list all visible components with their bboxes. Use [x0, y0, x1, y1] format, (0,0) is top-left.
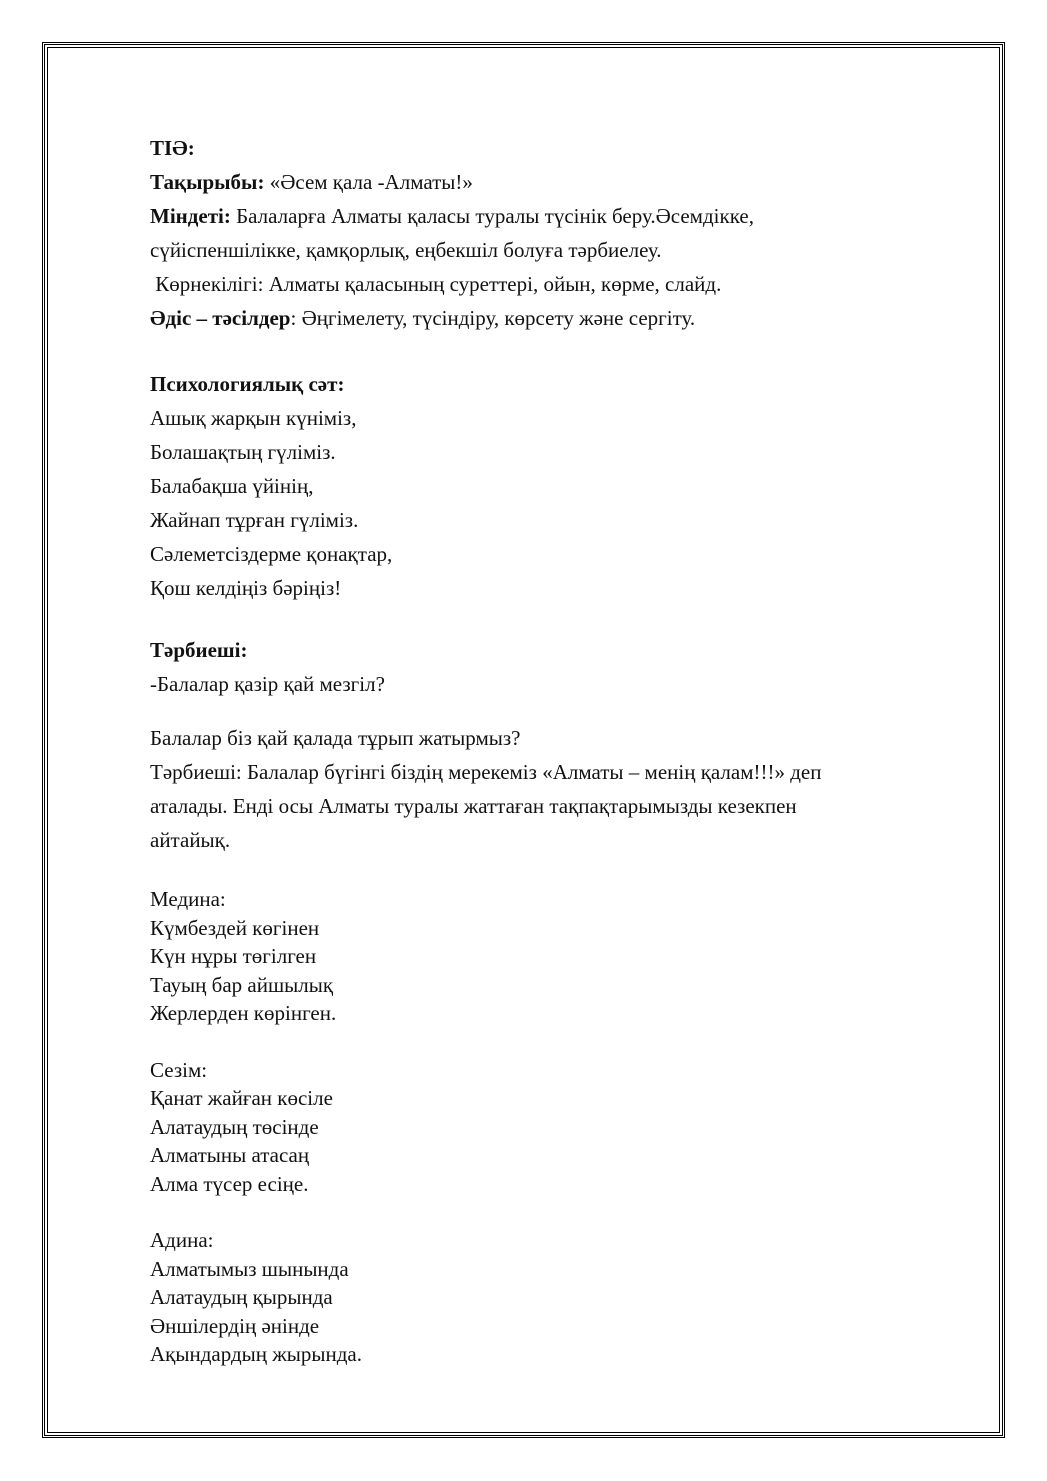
psych-line: Қош келдіңіз бәріңіз!: [150, 576, 342, 600]
topic-label: Тақырыбы:: [150, 170, 265, 194]
psych-line: Жайнап тұрған гүліміз.: [150, 508, 359, 532]
poem-adina: [150, 1226, 970, 1369]
task-value: Балаларға Алматы қаласы туралы түсінік беру.Әсемдікке,: [230, 204, 754, 228]
psych-line: Сәлеметсіздерме қонақтар,: [150, 542, 393, 566]
teacher-line: айтайық.: [150, 828, 231, 852]
psych-heading: Психологиялық сәт:: [150, 372, 345, 396]
poem-line: Күн нұры төгілген: [150, 944, 317, 968]
task-label: Міндеті:: [150, 204, 231, 228]
intro-heading: ТІӘ:: [150, 136, 195, 160]
teacher-line: Балалар біз қай қалада тұрып жатырмыз?: [150, 726, 521, 750]
psych-line: Болашақтың гүліміз.: [150, 440, 336, 464]
poem-medina: [150, 885, 970, 1028]
task-line-cont: сүйіспеншілікке, қамқорлық, еңбекшіл болуға тәрбиелеу.: [150, 238, 662, 262]
poem-author: Медина:: [150, 887, 226, 911]
methods-line: [150, 301, 970, 335]
teacher-line: Тәрбиеші: Балалар бүгінгі біздің мерекеміз «Алматы – менің қалам!!!» деп: [150, 760, 822, 784]
poem-line: Алма түсер есіңе.: [150, 1171, 309, 1196]
methods-label: Әдіс – тәсілдер: [150, 306, 291, 330]
topic-value: «Әсем қала -Алматы!»: [264, 170, 473, 194]
poem-line: Алматымыз шынында: [150, 1256, 349, 1281]
poem-sezim: [150, 1056, 970, 1199]
teacher-heading: Тәрбиеші:: [150, 638, 248, 662]
poem-author: Адина:: [150, 1228, 214, 1252]
poem-line: Ақындардың жырында.: [150, 1342, 362, 1366]
poem-line: Алатаудың қырында: [150, 1285, 333, 1309]
poem-author: Сезім:: [150, 1057, 208, 1082]
psych-line: Ашық жарқын күніміз,: [150, 406, 357, 430]
poem-line: Қанат жайған көсіле: [150, 1086, 333, 1110]
poem-line: Тауың бар айшылық: [150, 972, 334, 997]
poem-line: Алматыны атасаң: [150, 1143, 310, 1167]
teacher-line: аталады. Енді осы Алматы туралы жаттаған тақпақтарымызды кезекпен: [150, 794, 797, 818]
teacher-question: -Балалар қазір қай мезгіл?: [150, 672, 385, 696]
poem-line: Әншілердің әнінде: [150, 1313, 320, 1338]
document-body: [150, 131, 970, 1369]
psych-line: Балабақша үйінің,: [150, 474, 314, 498]
methods-value: : Әңгімелету, түсіндіру, көрсету және сергіту.: [290, 306, 696, 330]
poem-line: Алатаудың төсінде: [150, 1114, 319, 1139]
poem-line: Күмбездей көгінен: [150, 915, 320, 940]
topic-line: [150, 165, 970, 199]
poem-line: Жерлерден көрінген.: [150, 1001, 337, 1025]
psych-section: [150, 367, 970, 605]
task-line: [150, 199, 970, 233]
teacher-section: [150, 633, 970, 857]
intro-section: [150, 131, 970, 335]
visuals-line: Көрнекілігі: Алматы қаласының суреттері, ойын, көрме, слайд.: [150, 272, 722, 296]
